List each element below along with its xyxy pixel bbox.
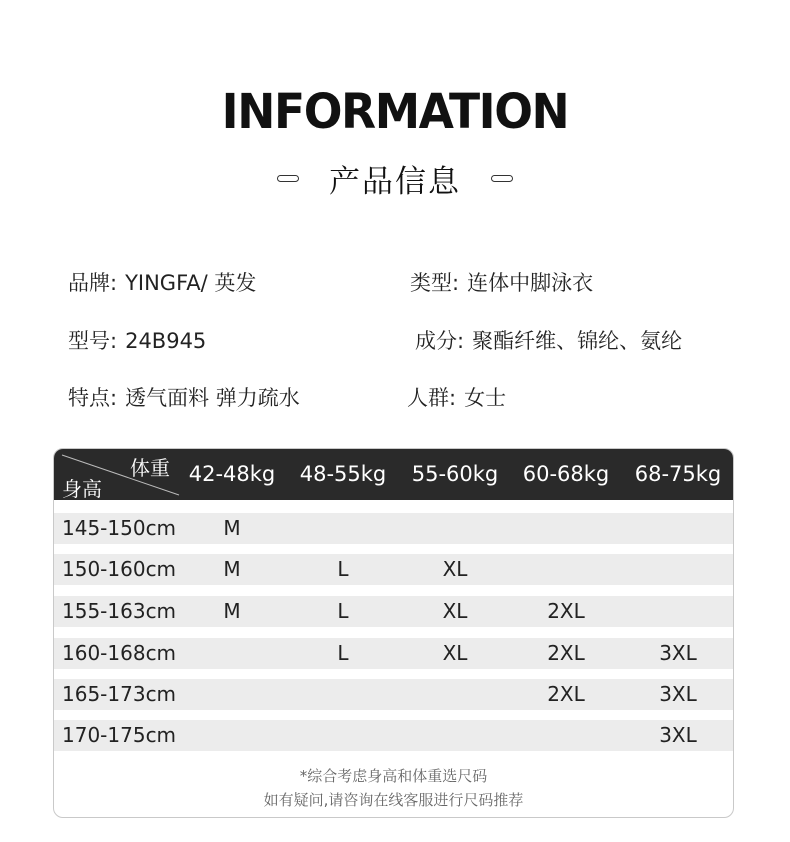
info-material xyxy=(415,325,682,355)
size-cell: 2XL xyxy=(547,641,585,665)
size-cell xyxy=(176,638,288,669)
row-height-label: 155-163cm xyxy=(62,599,177,623)
table-row xyxy=(54,554,733,585)
column-header: 55-60kg xyxy=(411,462,499,486)
info-model xyxy=(68,325,206,355)
info-feature-label: 特点: xyxy=(68,386,118,410)
info-feature-value: 透气面料 弹力疏水 xyxy=(125,386,300,410)
size-cell xyxy=(399,513,511,544)
size-cell xyxy=(622,513,734,544)
row-height-label: 160-168cm xyxy=(62,641,177,665)
size-cell: 3XL xyxy=(659,723,697,747)
info-type xyxy=(410,267,593,297)
size-cell: XL xyxy=(442,557,468,581)
info-material-label: 成分: xyxy=(415,329,465,353)
row-height-label: 165-173cm xyxy=(62,682,177,706)
column-header: 42-48kg xyxy=(188,462,276,486)
size-cell xyxy=(176,720,288,751)
info-feature xyxy=(68,382,300,412)
size-cell: XL xyxy=(442,641,468,665)
info-audience-label: 人群: xyxy=(407,386,457,410)
column-header: 48-55kg xyxy=(299,462,387,486)
column-header: 60-68kg xyxy=(522,462,610,486)
info-type-label: 类型: xyxy=(410,271,460,295)
column-header: 68-75kg xyxy=(634,462,722,486)
size-table-corner xyxy=(54,449,181,500)
size-cell: 2XL xyxy=(547,599,585,623)
table-row xyxy=(54,596,733,627)
size-cell: 3XL xyxy=(659,641,697,665)
size-cell xyxy=(399,679,511,710)
size-cell: L xyxy=(337,557,349,581)
size-cell: L xyxy=(337,599,349,623)
info-material-value: 聚酯纤维、锦纶、氨纶 xyxy=(472,329,683,353)
size-cell xyxy=(622,554,734,585)
size-cell xyxy=(622,596,734,627)
page-title: INFORMATION xyxy=(221,84,569,140)
size-cell: XL xyxy=(442,599,468,623)
size-cell xyxy=(287,679,399,710)
page-subtitle: 产品信息 xyxy=(329,163,461,200)
size-cell xyxy=(510,554,622,585)
corner-weight-label: 体重 xyxy=(130,456,170,480)
info-audience-value: 女士 xyxy=(464,386,507,410)
table-row xyxy=(54,720,733,751)
row-height-label: 145-150cm xyxy=(62,516,177,540)
row-height-label: 170-175cm xyxy=(62,723,177,747)
table-row xyxy=(54,638,733,669)
size-note-line2: 如有疑问,请咨询在线客服进行尺码推荐 xyxy=(263,791,524,809)
pill-left-icon xyxy=(277,175,299,182)
info-model-value: 24B945 xyxy=(125,329,207,353)
size-cell: L xyxy=(337,641,349,665)
pill-right-icon xyxy=(491,175,513,182)
size-note-line1: *综合考虑身高和体重选尺码 xyxy=(299,767,488,785)
table-row xyxy=(54,513,733,544)
info-brand xyxy=(68,267,256,297)
info-brand-label: 品牌: xyxy=(68,271,118,295)
size-cell: 3XL xyxy=(659,682,697,706)
size-cell xyxy=(399,720,511,751)
size-table xyxy=(53,448,734,818)
size-cell xyxy=(510,513,622,544)
size-cell xyxy=(287,513,399,544)
size-cell: M xyxy=(223,599,241,623)
size-cell xyxy=(510,720,622,751)
table-row xyxy=(54,679,733,710)
size-cell: M xyxy=(223,516,241,540)
size-cell xyxy=(287,720,399,751)
corner-height-label: 身高 xyxy=(62,477,102,501)
info-type-value: 连体中脚泳衣 xyxy=(467,271,594,295)
size-table-header xyxy=(54,449,733,500)
info-brand-value: YINGFA/ 英发 xyxy=(125,271,257,295)
subtitle-row xyxy=(0,156,790,200)
size-cell: 2XL xyxy=(547,682,585,706)
size-cell: M xyxy=(223,557,241,581)
info-model-label: 型号: xyxy=(68,329,118,353)
row-height-label: 150-160cm xyxy=(62,557,177,581)
info-audience xyxy=(407,382,506,412)
size-cell xyxy=(176,679,288,710)
